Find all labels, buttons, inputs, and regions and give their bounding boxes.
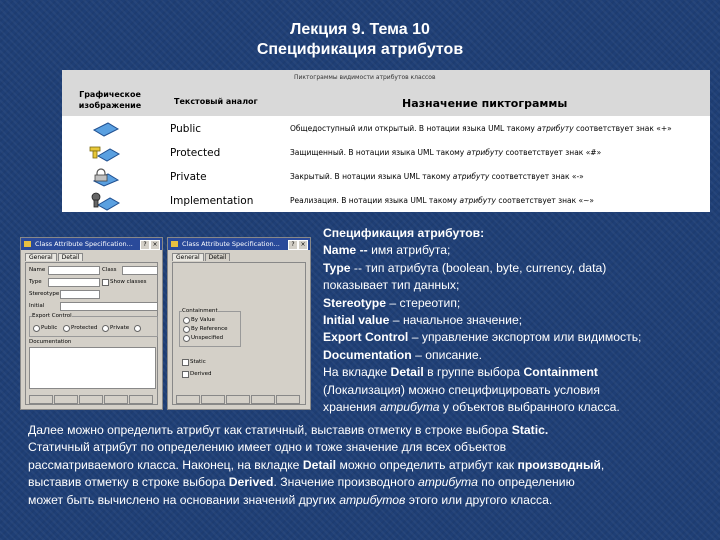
containment-label: Containment bbox=[182, 308, 218, 314]
by-value-radio[interactable] bbox=[183, 317, 190, 324]
help-titlebar-button[interactable]: ? bbox=[140, 240, 150, 250]
visibility-description: Защищенный. В нотации языка UML такому атрибуту соответствует знак «#» bbox=[290, 148, 602, 157]
static-checkbox[interactable] bbox=[182, 359, 189, 366]
visibility-table bbox=[62, 70, 710, 212]
help-button[interactable] bbox=[129, 395, 153, 404]
ok-button[interactable] bbox=[176, 395, 200, 404]
table-header bbox=[62, 70, 710, 116]
spec-item-documentation: Documentation – описание. bbox=[323, 347, 483, 362]
public-radio[interactable] bbox=[33, 325, 40, 332]
table-row bbox=[62, 166, 710, 190]
protected-attribute-icon bbox=[84, 144, 124, 164]
show-classes-checkbox[interactable] bbox=[102, 279, 109, 286]
attribute-spec-dialog-general bbox=[20, 237, 163, 410]
implementation-radio[interactable] bbox=[134, 325, 141, 332]
unspecified-radio[interactable] bbox=[183, 335, 190, 342]
derived-checkbox[interactable] bbox=[182, 371, 189, 378]
app-icon bbox=[171, 241, 178, 247]
containment-group bbox=[179, 308, 241, 347]
visibility-description: Общедоступный или открытый. В нотации языка UML такому атрибуту соответствует знак «+» bbox=[290, 124, 672, 133]
tab-general[interactable]: General bbox=[25, 253, 57, 261]
class-label: Class bbox=[102, 267, 117, 273]
cancel-button[interactable] bbox=[54, 395, 78, 404]
table-row bbox=[62, 190, 710, 214]
visibility-name: Protected bbox=[170, 147, 221, 159]
table-row bbox=[62, 118, 710, 142]
private-radio[interactable] bbox=[102, 325, 109, 332]
stereotype-select[interactable] bbox=[60, 290, 100, 299]
name-input[interactable] bbox=[48, 266, 100, 275]
spec-detail-line3: хранения атрибута у объектов выбранного класса. bbox=[323, 400, 620, 415]
derived-label: Derived bbox=[190, 371, 212, 377]
slide-title: Лекция 9. Тема 10 bbox=[290, 21, 430, 38]
cancel-button[interactable] bbox=[201, 395, 225, 404]
by-reference-label: By Reference bbox=[191, 326, 228, 332]
by-reference-radio[interactable] bbox=[183, 326, 190, 333]
dialog-tabs bbox=[25, 253, 84, 261]
spec-item-export: Export Control – управление экспортом или видимость; bbox=[323, 330, 642, 345]
attribute-spec-dialog-detail bbox=[167, 237, 311, 410]
visibility-description: Закрытый. В нотации языка UML такому атрибуту соответствует знак «-» bbox=[290, 172, 584, 181]
class-input[interactable] bbox=[122, 266, 158, 275]
spec-heading: Спецификация атрибутов: bbox=[323, 226, 485, 240]
ok-button[interactable] bbox=[29, 395, 53, 404]
browse-button[interactable] bbox=[251, 395, 275, 404]
browse-button[interactable] bbox=[104, 395, 128, 404]
apply-button[interactable] bbox=[79, 395, 103, 404]
spec-item-stereotype: Stereotype – стереотип; bbox=[323, 295, 461, 310]
apply-button[interactable] bbox=[226, 395, 250, 404]
paragraph-line: выставив отметку в строке выбора Derived. Значение производного атрибута по определению bbox=[28, 475, 575, 490]
app-icon bbox=[24, 241, 31, 247]
help-titlebar-button[interactable]: ? bbox=[288, 240, 298, 250]
protected-label: Protected bbox=[71, 325, 98, 331]
table-caption: Пиктограммы видимости атрибутов классов bbox=[294, 74, 436, 81]
visibility-name: Public bbox=[170, 123, 202, 135]
visibility-name: Private bbox=[170, 171, 207, 183]
tab-detail[interactable]: Detail bbox=[58, 253, 84, 261]
private-attribute-icon bbox=[84, 168, 124, 188]
tab-general[interactable]: General bbox=[172, 253, 204, 261]
spec-item-type: Type -- тип атрибута (boolean, byte, currency, data) bbox=[323, 260, 607, 275]
paragraph-line: может быть вычислено на основании значений других атрибутов этого или другого класса. bbox=[28, 492, 553, 507]
paragraph-line: рассматриваемого класса. Наконец, на вкладке Detail можно определить атрибут как производный, bbox=[28, 457, 605, 472]
show-classes-label: Show classes bbox=[110, 279, 147, 285]
type-label: Type bbox=[29, 279, 42, 285]
type-select[interactable] bbox=[48, 278, 100, 287]
public-attribute-icon bbox=[84, 120, 124, 140]
implementation-attribute-icon bbox=[84, 192, 124, 212]
protected-radio[interactable] bbox=[63, 325, 70, 332]
private-label: Private bbox=[110, 325, 130, 331]
column-header-purpose: Назначение пиктограммы bbox=[402, 97, 568, 110]
spec-detail-line2: (Локализация) можно специфицировать условия bbox=[323, 382, 600, 397]
help-button[interactable] bbox=[276, 395, 300, 404]
spec-item-type-cont: показывает тип данных; bbox=[323, 278, 460, 293]
export-control-label: Export Control bbox=[32, 313, 72, 319]
unspecified-label: Unspecified bbox=[191, 335, 224, 341]
table-row bbox=[62, 142, 710, 166]
initial-value-input[interactable] bbox=[60, 302, 158, 311]
spec-description bbox=[323, 225, 715, 416]
public-label: Public bbox=[41, 325, 58, 331]
close-button[interactable]: × bbox=[298, 240, 308, 250]
column-header-text: Текстовый аналог bbox=[174, 97, 258, 106]
column-header-graphic: Графическое изображение bbox=[78, 90, 142, 110]
by-value-label: By Value bbox=[191, 317, 215, 323]
dialog-body bbox=[25, 262, 158, 405]
visibility-name: Implementation bbox=[170, 195, 254, 207]
dialog-titlebar: Class Attribute Specification... ? × bbox=[168, 238, 310, 250]
tab-detail[interactable]: Detail bbox=[205, 253, 231, 261]
paragraph-line: Статичный атрибут по определению имеет одно и тоже значение для всех объектов bbox=[28, 440, 507, 455]
spec-detail-line: На вкладке Detail в группе выбора Containment bbox=[323, 365, 598, 380]
paragraph-line: Далее можно определить атрибут как статичный, выставив отметку в строке выбора Static. bbox=[28, 423, 549, 437]
visibility-description: Реализация. В нотации языка UML такому атрибуту соответствует знак «~» bbox=[290, 196, 595, 205]
spec-item-initial: Initial value – начальное значение; bbox=[323, 313, 523, 328]
export-control-group bbox=[29, 313, 158, 337]
slide-subtitle: Спецификация атрибутов bbox=[256, 41, 464, 58]
documentation-textarea[interactable] bbox=[29, 347, 156, 389]
dialog-tabs bbox=[172, 253, 231, 261]
dialog-titlebar: Class Attribute Specification... ? × bbox=[21, 238, 162, 250]
close-button[interactable]: × bbox=[150, 240, 160, 250]
documentation-label: Documentation bbox=[29, 339, 72, 345]
name-label: Name bbox=[29, 267, 46, 273]
bottom-paragraph bbox=[28, 422, 708, 509]
dialog-body bbox=[172, 262, 306, 405]
initial-label: Initial bbox=[29, 303, 45, 309]
stereotype-label: Stereotype bbox=[29, 291, 60, 297]
spec-item-name: Name -- имя атрибута; bbox=[323, 243, 451, 258]
static-label: Static bbox=[190, 359, 206, 365]
